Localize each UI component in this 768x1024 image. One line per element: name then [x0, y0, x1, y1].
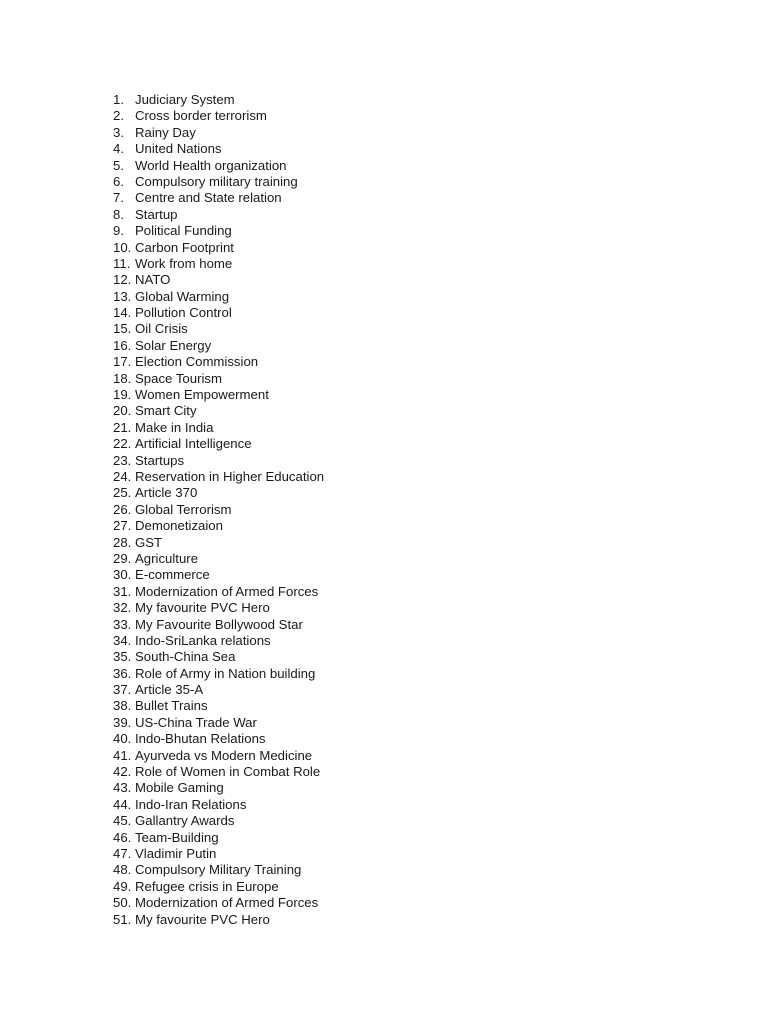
list-item-number: 18. [113, 370, 132, 386]
list-item-text: Bullet Trains [135, 698, 208, 714]
list-item [113, 125, 324, 141]
list-item [113, 600, 324, 616]
list-item [113, 403, 324, 419]
list-item-number: 8. [113, 206, 124, 222]
list-item [113, 354, 324, 370]
list-item-text: Oil Crisis [135, 321, 188, 337]
list-item-number: 26. [113, 501, 132, 517]
list-item [113, 321, 324, 337]
list-item-number: 17. [113, 354, 132, 370]
list-item [113, 748, 324, 764]
list-item-text: Mobile Gaming [135, 780, 224, 796]
list-item-number: 29. [113, 550, 132, 566]
list-item-text: Compulsory military training [135, 173, 298, 189]
list-item [113, 141, 324, 157]
list-item-number: 12. [113, 272, 132, 288]
list-item [113, 813, 324, 829]
list-item-number: 14. [113, 305, 132, 321]
list-item [113, 174, 324, 190]
list-item-number: 40. [113, 731, 132, 747]
list-item-text: Reservation in Higher Education [135, 468, 325, 484]
list-item [113, 420, 324, 436]
list-item-text: Team-Building [135, 829, 219, 845]
list-item-text: My favourite PVC Hero [135, 600, 270, 616]
list-item [113, 518, 324, 534]
list-item-text: Carbon Footprint [135, 239, 234, 255]
list-item [113, 453, 324, 469]
list-item [113, 371, 324, 387]
list-item-number: 19. [113, 387, 132, 403]
list-item [113, 731, 324, 747]
list-item-number: 30. [113, 567, 132, 583]
list-item-text: Make in India [135, 419, 214, 435]
list-item-number: 16. [113, 337, 132, 353]
list-item [113, 666, 324, 682]
list-item [113, 764, 324, 780]
list-item-number: 25. [113, 485, 132, 501]
list-item-number: 45. [113, 813, 132, 829]
list-item-text: Space Tourism [135, 370, 222, 386]
list-item [113, 272, 324, 288]
list-item-text: Centre and State relation [135, 190, 282, 206]
list-item [113, 862, 324, 878]
list-item-number: 49. [113, 878, 132, 894]
list-item [113, 158, 324, 174]
list-item-text: Agriculture [135, 550, 199, 566]
list-item-number: 38. [113, 698, 132, 714]
list-item-number: 31. [113, 583, 132, 599]
list-item-text: NATO [135, 272, 171, 288]
list-item [113, 780, 324, 796]
list-item [113, 387, 324, 403]
list-item-text: Election Commission [135, 354, 259, 370]
list-item-text: Rainy Day [135, 124, 196, 140]
list-item-text: US-China Trade War [135, 714, 257, 730]
list-item-number: 20. [113, 403, 132, 419]
list-item-text: Refugee crisis in Europe [135, 878, 279, 894]
list-item-text: Startup [135, 206, 178, 222]
list-item-text: E-commerce [135, 567, 210, 583]
list-item-number: 32. [113, 600, 132, 616]
list-item-number: 13. [113, 288, 132, 304]
list-item [113, 846, 324, 862]
list-item-text: Role of Women in Combat Role [135, 764, 321, 780]
list-item-number: 5. [113, 157, 124, 173]
list-item-text: Article 370 [135, 485, 198, 501]
list-item-number: 23. [113, 452, 132, 468]
list-item-number: 15. [113, 321, 132, 337]
list-item [113, 256, 324, 272]
list-item-text: Global Terrorism [135, 501, 232, 517]
list-item-text: Global Warming [135, 288, 230, 304]
list-item-number: 10. [113, 239, 132, 255]
list-item [113, 912, 324, 928]
list-item-text: Work from home [135, 255, 233, 271]
list-item [113, 698, 324, 714]
list-item-number: 24. [113, 468, 132, 484]
list-item [113, 715, 324, 731]
list-item-number: 22. [113, 436, 132, 452]
list-item-number: 9. [113, 223, 124, 239]
list-item [113, 289, 324, 305]
list-item-number: 44. [113, 796, 132, 812]
list-item [113, 502, 324, 518]
list-item [113, 830, 324, 846]
list-item-text: My Favourite Bollywood Star [135, 616, 303, 632]
list-item-number: 51. [113, 911, 132, 927]
list-item [113, 469, 324, 485]
list-item-number: 4. [113, 141, 124, 157]
list-item-text: South-China Sea [135, 649, 236, 665]
list-item [113, 551, 324, 567]
list-item [113, 895, 324, 911]
list-item-number: 35. [113, 649, 132, 665]
list-item-number: 43. [113, 780, 132, 796]
list-item [113, 436, 324, 452]
list-item-text: Political Funding [135, 223, 232, 239]
list-item-text: Indo-Iran Relations [135, 796, 247, 812]
list-item-text: Smart City [135, 403, 197, 419]
list-item [113, 879, 324, 895]
list-item-text: Indo-SriLanka relations [135, 632, 271, 648]
list-item-text: Pollution Control [135, 305, 232, 321]
list-item [113, 584, 324, 600]
list-item [113, 108, 324, 124]
list-item [113, 617, 324, 633]
list-item-number: 39. [113, 714, 132, 730]
list-item-number: 48. [113, 862, 132, 878]
list-item-text: Women Empowerment [135, 387, 269, 403]
list-item [113, 92, 324, 108]
list-item [113, 535, 324, 551]
list-item [113, 649, 324, 665]
list-item-number: 6. [113, 173, 124, 189]
list-item-number: 21. [113, 419, 132, 435]
list-item-number: 47. [113, 845, 132, 861]
list-item-text: Indo-Bhutan Relations [135, 731, 266, 747]
list-item-text: Demonetizaion [135, 518, 223, 534]
list-item-text: My favourite PVC Hero [135, 911, 270, 927]
list-item-text: GST [135, 534, 163, 550]
list-item [113, 485, 324, 501]
list-item-number: 2. [113, 108, 124, 124]
list-item [113, 223, 324, 239]
list-item-text: Modernization of Armed Forces [135, 583, 319, 599]
list-item-text: Compulsory Military Training [135, 862, 302, 878]
list-item-text: Vladimir Putin [135, 845, 217, 861]
topic-list [113, 92, 324, 928]
list-item-text: Ayurveda vs Modern Medicine [135, 747, 313, 763]
list-item-number: 50. [113, 895, 132, 911]
list-item [113, 207, 324, 223]
list-item-number: 28. [113, 534, 132, 550]
list-item-text: World Health organization [135, 157, 287, 173]
list-item [113, 567, 324, 583]
list-item-text: Startups [135, 452, 185, 468]
list-item-number: 42. [113, 764, 132, 780]
list-item-text: Judiciary System [135, 92, 235, 107]
list-item-number: 3. [113, 124, 124, 140]
list-item-number: 7. [113, 190, 124, 206]
list-item [113, 797, 324, 813]
list-item-number: 36. [113, 665, 132, 681]
list-item-text: Cross border terrorism [135, 108, 267, 124]
list-item-text: Solar Energy [135, 337, 212, 353]
list-item-number: 46. [113, 829, 132, 845]
list-item [113, 338, 324, 354]
list-item-text: Article 35-A [135, 682, 204, 698]
list-item [113, 305, 324, 321]
list-item-number: 33. [113, 616, 132, 632]
list-item [113, 682, 324, 698]
list-item [113, 190, 324, 206]
list-item-text: United Nations [135, 141, 222, 157]
list-item-number: 37. [113, 682, 132, 698]
list-item-text: Role of Army in Nation building [135, 665, 316, 681]
list-item-text: Modernization of Armed Forces [135, 895, 319, 911]
list-item-text: Artificial Intelligence [135, 436, 252, 452]
list-item-number: 11. [113, 255, 131, 271]
list-item-number: 1. [113, 92, 124, 107]
list-item-number: 27. [113, 518, 132, 534]
list-item [113, 240, 324, 256]
list-item-number: 34. [113, 632, 132, 648]
list-item [113, 633, 324, 649]
list-item-text: Gallantry Awards [135, 813, 235, 829]
list-item-number: 41. [113, 747, 132, 763]
